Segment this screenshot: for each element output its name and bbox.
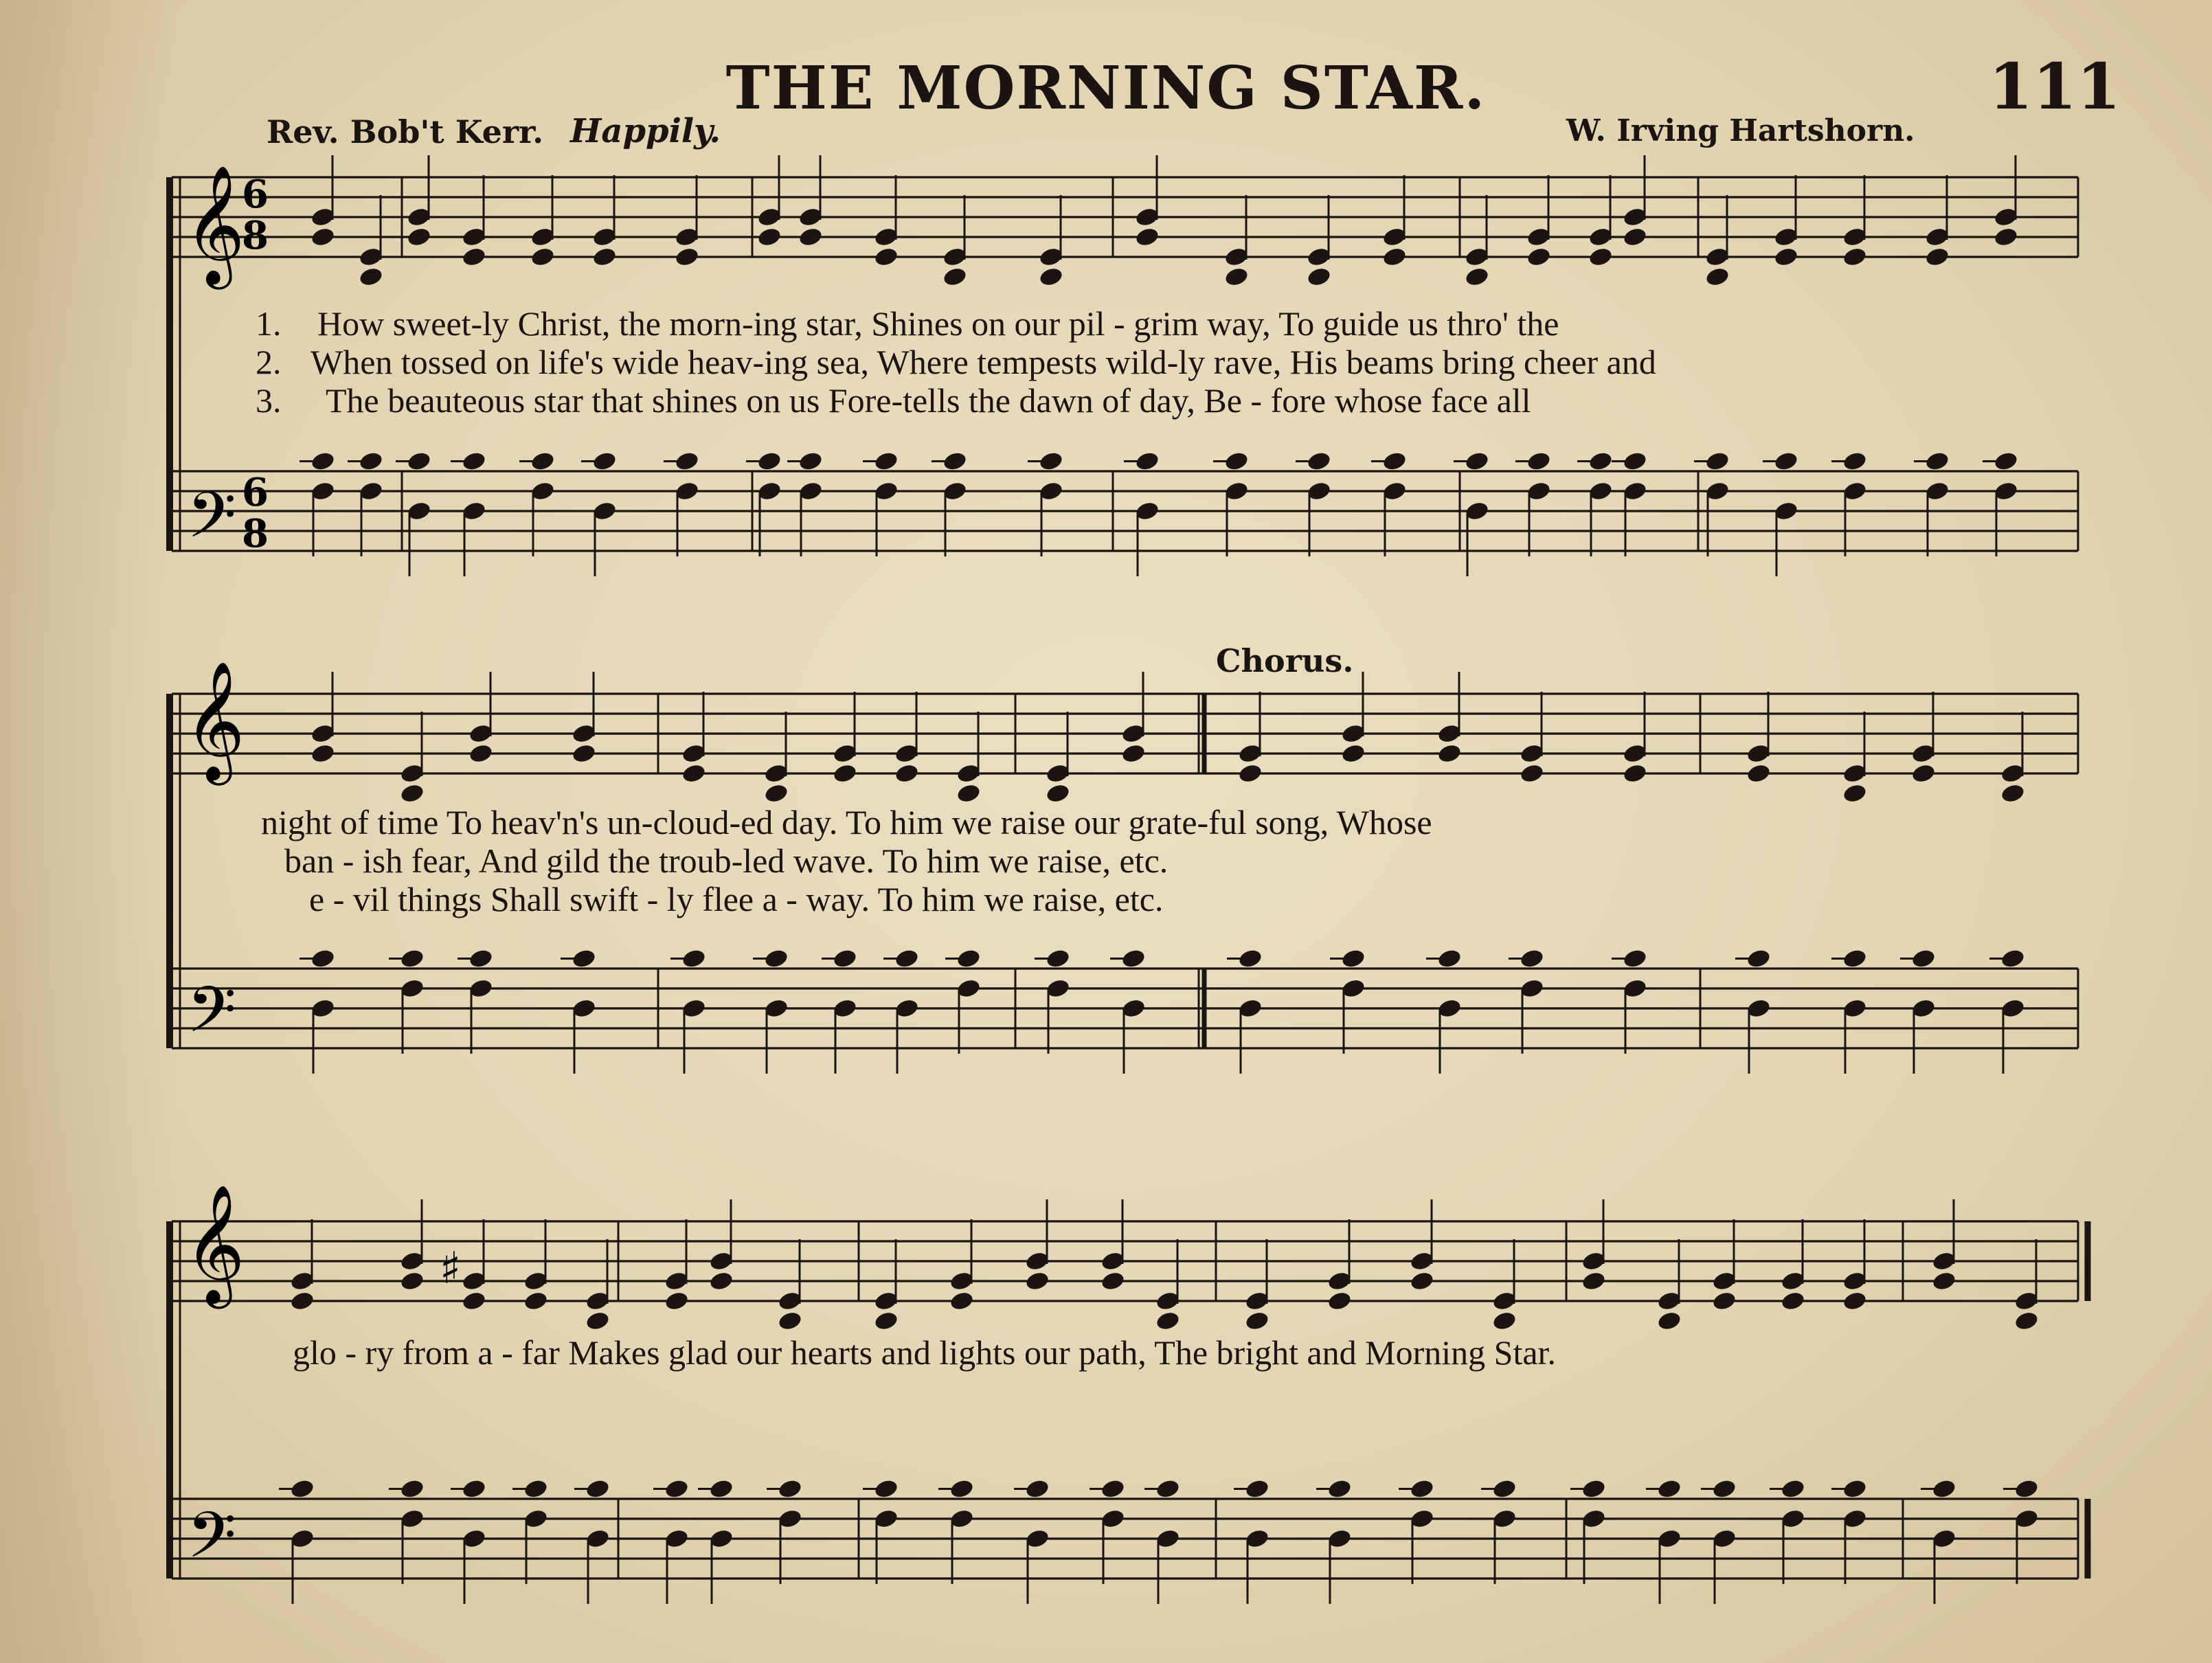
- note-head: [310, 226, 336, 248]
- note-head: [358, 266, 384, 288]
- note-head: [461, 1290, 487, 1312]
- note-head: [530, 246, 556, 268]
- note-head: [1924, 246, 1950, 268]
- note-head: [1100, 1270, 1126, 1292]
- time-sig-bottom-treble: 8: [242, 213, 269, 258]
- note-head: [2013, 1310, 2040, 1332]
- bass-clef-3: 𝄢: [187, 1499, 237, 1588]
- tempo-marking: Happily.: [570, 112, 721, 150]
- note-head: [664, 1290, 690, 1312]
- note-head: [571, 743, 597, 765]
- note-head: [1746, 762, 1772, 784]
- note-head: [1842, 246, 1868, 268]
- note-head: [1491, 1310, 1517, 1332]
- note-head: [1711, 1290, 1737, 1312]
- note-head: [1931, 1270, 1957, 1292]
- note-head: [1842, 1290, 1868, 1312]
- note-head: [310, 743, 336, 765]
- lyric-line-s1-v3: The beauteous star that shines on us Fore-tells the dawn of day, Be - fore whose face all: [326, 381, 1531, 420]
- note-head: [523, 1290, 549, 1312]
- note-head: [942, 266, 968, 288]
- note-head: [1024, 1270, 1050, 1292]
- lyric-line-s1-v2: When tossed on life's wide heav-ing sea, Where tempests wild-ly rave, His beams bring cheer and: [311, 343, 1656, 381]
- note-head: [956, 782, 982, 804]
- note-head: [1773, 246, 1799, 268]
- lyricist-credit: Rev. Bob't Kerr.: [267, 113, 544, 150]
- staff-lines: [170, 177, 2088, 1579]
- note-head: [1622, 762, 1648, 784]
- lyric-line-s2-v2: ban - ish fear, And gild the troub-led wave. To him we raise, etc.: [284, 841, 1169, 880]
- note-head: [949, 1290, 975, 1312]
- note-head: [1581, 1270, 1607, 1292]
- note-head: [873, 1310, 899, 1332]
- time-sig-bottom-bass: 8: [242, 511, 269, 556]
- note-head: [399, 782, 425, 804]
- note-head: [1155, 1310, 1181, 1332]
- note-head: [1340, 743, 1366, 765]
- note-head: [399, 1270, 425, 1292]
- lyric-line-s3: glo - ry from a - far Makes glad our hearts and lights our path, The bright and Morning Star.: [293, 1333, 1556, 1372]
- note-head: [1910, 762, 1937, 784]
- note-head: [2000, 782, 2026, 804]
- note-head: [798, 226, 824, 248]
- note-head: [832, 762, 858, 784]
- chorus-label: Chorus.: [1216, 642, 1354, 679]
- note-head: [1526, 246, 1552, 268]
- note-head: [1780, 1290, 1806, 1312]
- note-head: [1622, 226, 1648, 248]
- bass-clef-2: 𝄢: [187, 973, 237, 1063]
- page-number: 111: [1989, 49, 2121, 124]
- note-head: [1704, 266, 1730, 288]
- note-head: [406, 226, 432, 248]
- note-head: [1237, 762, 1263, 784]
- note-head: [1327, 1290, 1353, 1312]
- lyric-line-s1-v1: How sweet-ly Christ, the morn-ing star, Shines on our pil - grim way, To guide us thro' the: [317, 304, 1559, 343]
- note-head: [756, 226, 782, 248]
- verse-number-2: 2.: [256, 343, 282, 381]
- note-head: [461, 246, 487, 268]
- note-head: [1588, 246, 1614, 268]
- note-head: [674, 246, 700, 268]
- note-head: [1223, 266, 1250, 288]
- note-head: [585, 1310, 611, 1332]
- note-head: [1519, 762, 1545, 784]
- sharp-accidental: ♯: [440, 1243, 461, 1294]
- note-head: [763, 782, 789, 804]
- time-sig-top-treble: 6: [242, 172, 269, 217]
- note-head: [1038, 266, 1064, 288]
- treble-clef-3: 𝄞: [184, 1184, 245, 1304]
- note-head: [1381, 246, 1408, 268]
- verse-number-1: 1.: [256, 304, 282, 343]
- note-head: [894, 762, 920, 784]
- note-head: [591, 246, 618, 268]
- note-head: [873, 246, 899, 268]
- note-head: [289, 1290, 315, 1312]
- time-sig-top-bass: 6: [242, 470, 269, 515]
- lyric-line-s2-v3: e - vil things Shall swift - ly flee a - way. To him we raise, etc.: [309, 880, 1164, 918]
- composer-credit: W. Irving Hartshorn.: [1566, 113, 1915, 148]
- note-head: [1134, 226, 1160, 248]
- note-head: [1656, 1310, 1682, 1332]
- note-head: [1842, 782, 1868, 804]
- note-head: [1045, 782, 1071, 804]
- note-head: [1993, 226, 2019, 248]
- note-head: [468, 743, 494, 765]
- note-head: [1244, 1310, 1270, 1332]
- bass-clef-1: 𝄢: [187, 479, 237, 568]
- note-head: [1306, 266, 1332, 288]
- lyric-line-s2-v1: night of time To heav'n's un-cloud-ed day. To him we raise our grate-ful song, Whose: [261, 803, 1432, 841]
- note-head: [1464, 266, 1490, 288]
- note-heads: [279, 155, 2040, 1604]
- note-head: [708, 1270, 734, 1292]
- note-head: [1436, 743, 1463, 765]
- note-head: [1120, 743, 1147, 765]
- treble-clef-1: 𝄞: [184, 165, 245, 284]
- note-head: [777, 1310, 803, 1332]
- treble-clef-2: 𝄞: [184, 661, 245, 780]
- verse-number-3: 3.: [256, 381, 282, 420]
- note-head: [1409, 1270, 1435, 1292]
- hymn-title: THE MORNING STAR.: [725, 54, 1487, 123]
- note-head: [681, 762, 707, 784]
